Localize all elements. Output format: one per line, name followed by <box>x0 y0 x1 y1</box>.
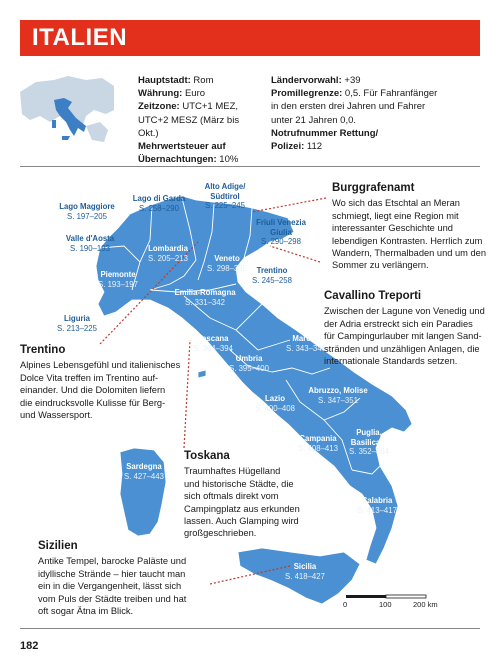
region-sardegna: Sardegna S. 427–443 <box>124 462 164 481</box>
region-sicilia: Sicilia S. 418–427 <box>285 562 325 581</box>
callout-sizilien: Sizilien Antike Tempel, barocke Paläste und idyllische Strände – hier taucht man ein in die Vergangenheit, lässt sich vom Puls der Städte treiben und hat oft sogar Ätna im Blick. <box>38 540 187 617</box>
region-friuli: Friuli Venezia Giulia S. 290–298 <box>256 218 306 246</box>
scale-label-0: 0 <box>343 600 348 609</box>
callout-burggrafenamt: Burggrafenamt Wo sich das Etschtal an Meran schmiegt, liegt eine Region mit interessanter Geschichte und lebendigen Kontrasten. Herrlich zum Wandern, Thermalbaden und um den Sommer zu verlängern. <box>332 182 487 271</box>
region-liguria: Liguria S. 213–225 <box>57 314 97 333</box>
region-lago-di-garda: Lago di Garda S. 258–290 <box>132 194 186 213</box>
region-lago-maggiore: Lago Maggiore S. 197–205 <box>59 202 115 221</box>
region-emilia-romagna: Emilia-Romagna S. 331–342 <box>174 288 236 307</box>
region-umbria: Umbria S. 395–400 <box>229 354 269 373</box>
leader-burggrafenamt <box>252 198 326 212</box>
region-calabria: Calabria S. 413–417 <box>357 496 397 515</box>
region-piemonte: Piemonte S. 193–197 <box>98 270 138 289</box>
region-toscana: Toscana S. 364–394 <box>193 334 233 353</box>
region-lombardia: Lombardia S. 205–213 <box>148 244 188 263</box>
region-abruzzo-molise: Abruzzo, Molise S. 347–351 <box>308 386 368 405</box>
callout-trentino: Trentino Alpines Lebensgefühl und italienisches Dolce Vita treffen im Trentino auf- einander. Und die Dolomiten liefern die eindrucksvolle Kulisse für Berg- und Wassersport. <box>20 344 181 421</box>
region-puglia-basilicata: Puglia, Basilicata S. 352–364 <box>349 428 389 456</box>
page-number: 182 <box>20 640 39 652</box>
country-title: ITALIEN <box>32 24 128 51</box>
region-trentino: Trentino S. 245–258 <box>252 266 292 285</box>
callout-toskana: Toskana Traumhaftes Hügelland und historische Städte, die sich oftmals direkt vom Campingplatz aus erkunden lassen. Auch Glamping wird großgeschrieben. <box>184 450 300 539</box>
leader-cavallino <box>270 246 320 262</box>
scale-label-100: 100 <box>379 600 392 609</box>
region-campania: Campania S. 408–413 <box>298 434 338 453</box>
region-lazio: Lazio S. 400–408 <box>255 394 295 413</box>
facts-left: Hauptstadt: Rom Währung: Euro Zeitzone: UTC+1 MEZ, UTC+2 MESZ (März bis Okt.) Mehrwertsteuer auf Übernachtungen: 10% <box>138 75 240 166</box>
region-valle-daosta: Valle d'Aosta S. 190–193 <box>65 234 115 253</box>
scale-labels <box>343 592 443 612</box>
region-alto-adige: Alto Adige/ Südtirol S. 225–245 <box>204 182 246 210</box>
scale-label-200: 200 km <box>413 600 438 609</box>
region-veneto: Veneto S. 298–330 <box>207 254 247 273</box>
callout-cavallino-treporti: Cavallino Treporti Zwischen der Lagune von Venedig und der Adria erstreckt sich ein Paradies für Campingurlauber mit langen Sand- stränden und unzähligen Anlagen, die internationale Standards setzen. <box>324 290 485 367</box>
elba <box>198 370 206 378</box>
bottom-divider <box>20 628 480 629</box>
region-marche: Marche S. 343–346 <box>286 334 326 353</box>
facts-right: Ländervorwahl: +39 Promillegrenze: 0,5. Für Fahranfänger in den ersten drei Jahren und Fahrer unter 21 Jahren 0,0. Notrufnummer Rettung/ Polizei: 112 <box>271 75 438 153</box>
